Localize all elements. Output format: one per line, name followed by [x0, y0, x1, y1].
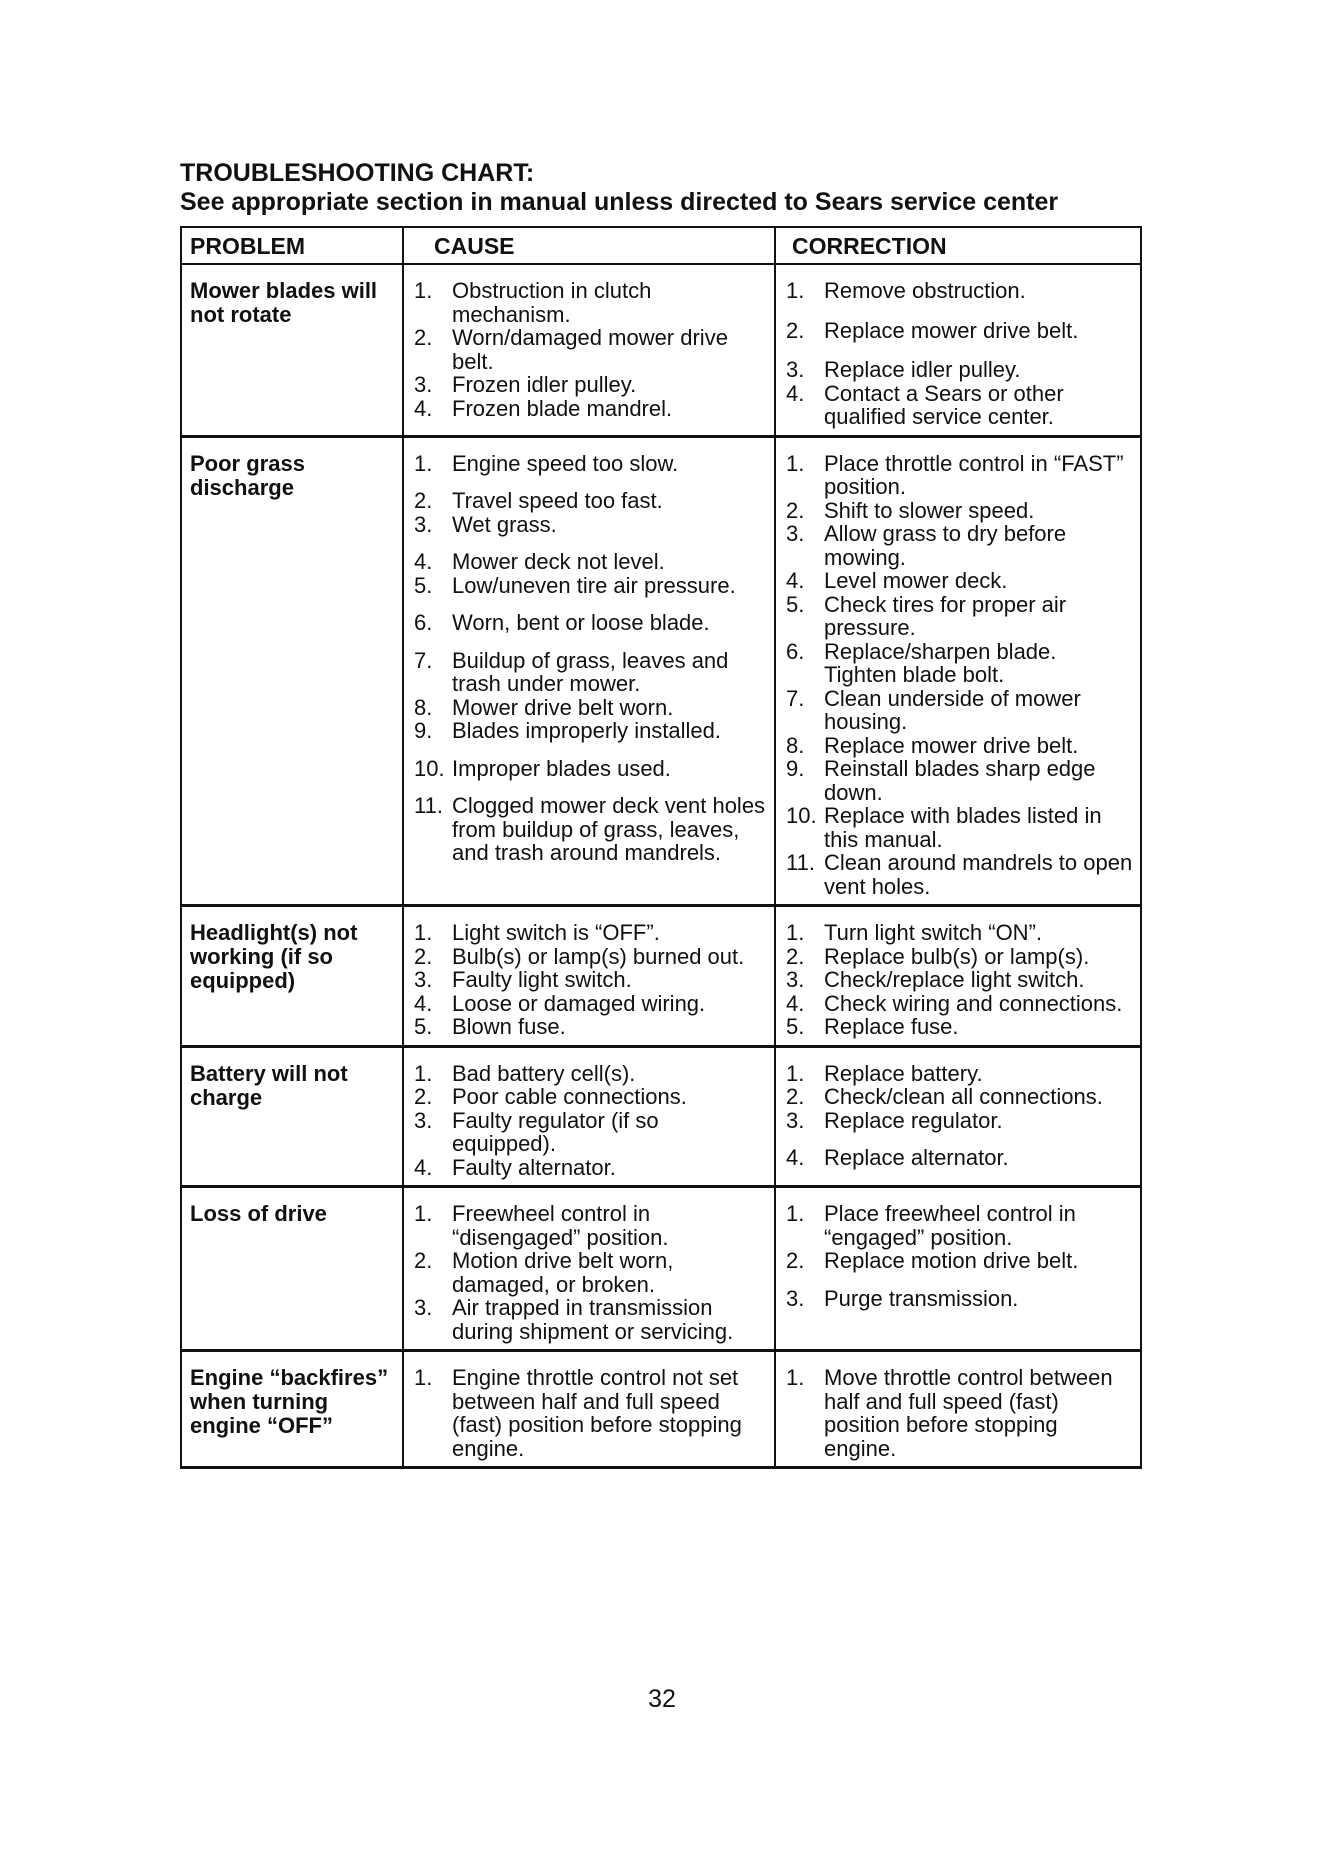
chart-title: TROUBLESHOOTING CHART: [180, 159, 535, 187]
correction-cell [775, 436, 1141, 906]
item-number: 6. [786, 638, 805, 664]
item-text: Engine throttle control not set between half and full speed (fast) position before stopping engine. [452, 1365, 742, 1461]
item-number: 1. [414, 450, 433, 476]
item-number: 2. [414, 1084, 433, 1109]
item-number: 1. [414, 1201, 433, 1226]
item-text: Engine speed too slow. [452, 450, 679, 476]
item-text: Replace bulb(s) or lamp(s). [824, 943, 1090, 969]
list-item [786, 1109, 1134, 1133]
list-item [414, 1015, 768, 1039]
cause-list [414, 279, 768, 420]
table-row [181, 1351, 1141, 1468]
list-item [414, 397, 768, 421]
item-text: Place freewheel control in “engaged” position. [824, 1201, 1076, 1250]
item-number: 4. [414, 990, 433, 1016]
list-item [414, 550, 768, 574]
problem-cell: Mower blades will not rotate [181, 264, 403, 436]
item-text: Motion drive belt worn, damaged, or broken. [452, 1248, 674, 1297]
correction-list [786, 1202, 1134, 1310]
item-text: Faulty alternator. [452, 1154, 616, 1180]
problem-cell: Poor grass discharge [181, 436, 403, 906]
item-number: 4. [414, 549, 433, 574]
item-text: Replace alternator. [824, 1145, 1009, 1170]
item-number: 3. [414, 1107, 433, 1133]
item-number: 7. [414, 647, 433, 673]
item-number: 2. [786, 1084, 805, 1109]
item-number: 1. [786, 920, 805, 945]
list-item [414, 1366, 768, 1460]
item-number: 2. [414, 943, 433, 969]
list-item [786, 921, 1134, 945]
list-item [414, 489, 768, 513]
cause-cell [403, 1351, 775, 1468]
list-item [414, 1109, 768, 1156]
item-number: 1. [414, 1365, 433, 1390]
list-item [414, 696, 768, 720]
item-number: 4. [414, 395, 433, 421]
list-item [414, 992, 768, 1016]
item-number: 3. [414, 511, 433, 537]
correction-cell [775, 264, 1141, 436]
list-item [414, 921, 768, 945]
item-number: 4. [786, 990, 805, 1016]
item-text: Frozen idler pulley. [452, 372, 637, 397]
item-number: 1. [786, 450, 805, 476]
item-text: Mower deck not level. [452, 549, 665, 574]
item-number: 8. [786, 732, 805, 758]
header-correction: CORRECTION [775, 227, 1141, 264]
item-text: Light switch is “OFF”. [452, 920, 660, 945]
item-number: 4. [414, 1154, 433, 1180]
correction-cell [775, 1187, 1141, 1351]
list-item [786, 687, 1134, 734]
item-text: Check/replace light switch. [824, 967, 1085, 992]
list-item [786, 319, 1134, 343]
item-text: Freewheel control in “disengaged” position. [452, 1201, 669, 1250]
item-text: Replace/sharpen blade. Tighten blade bolt. [824, 638, 1057, 687]
correction-cell [775, 906, 1141, 1047]
list-item [786, 734, 1134, 758]
item-number: 1. [414, 1060, 433, 1086]
item-text: Replace idler pulley. [824, 357, 1021, 382]
list-item [414, 1062, 768, 1086]
item-number: 2. [786, 943, 805, 969]
cause-list [414, 1202, 768, 1343]
item-text: Clogged mower deck vent holes from buildup of grass, leaves, and trash around mandrels. [452, 793, 766, 865]
item-number: 2. [414, 1248, 433, 1273]
item-text: Buildup of grass, leaves and trash under mower. [452, 647, 729, 696]
item-text: Remove obstruction. [824, 278, 1026, 303]
item-number: 2. [786, 1248, 805, 1273]
item-text: Replace mower drive belt. [824, 317, 1079, 343]
item-text: Replace battery. [824, 1060, 983, 1086]
item-number: 3. [786, 521, 805, 546]
item-text: Turn light switch “ON”. [824, 920, 1043, 945]
list-item [414, 574, 768, 598]
correction-list [786, 452, 1134, 899]
header-problem: PROBLEM [181, 227, 403, 264]
item-text: Air trapped in transmission during shipment or servicing. [452, 1295, 734, 1344]
problem-cell: Battery will not charge [181, 1046, 403, 1187]
item-text: Improper blades used. [452, 755, 671, 781]
item-text: Move throttle control between half and full speed (fast) position before stopping engine. [824, 1365, 1113, 1461]
list-item [414, 757, 768, 781]
list-item [786, 279, 1134, 303]
list-item [786, 358, 1134, 382]
page-number: 32 [648, 1685, 676, 1713]
table-header-row [181, 227, 1141, 264]
list-item [786, 569, 1134, 593]
item-number: 5. [786, 1014, 805, 1039]
list-item [414, 326, 768, 373]
list-item [414, 794, 768, 865]
cause-cell [403, 1187, 775, 1351]
cause-list [414, 1062, 768, 1180]
list-item [414, 1249, 768, 1296]
correction-list [786, 279, 1134, 429]
item-text: Reinstall blades sharp edge down. [824, 756, 1096, 805]
item-text: Shift to slower speed. [824, 497, 1035, 523]
item-number: 7. [786, 685, 805, 711]
item-text: Faulty regulator (if so equipped). [452, 1107, 659, 1156]
list-item [414, 719, 768, 743]
list-item [786, 1085, 1134, 1109]
list-item [786, 1146, 1134, 1170]
list-item [786, 1062, 1134, 1086]
item-text: Replace regulator. [824, 1107, 1003, 1133]
item-text: Check wiring and connections. [824, 990, 1123, 1016]
list-item [786, 499, 1134, 523]
item-text: Level mower deck. [824, 568, 1008, 593]
item-number: 5. [414, 572, 433, 598]
table-row [181, 1187, 1141, 1351]
table-row [181, 436, 1141, 906]
list-item [414, 968, 768, 992]
list-item [414, 452, 768, 476]
correction-list [786, 921, 1134, 1039]
list-item [414, 1156, 768, 1180]
item-number: 6. [414, 610, 433, 635]
list-item [786, 640, 1134, 687]
list-item [786, 851, 1134, 898]
item-text: Clean around mandrels to open vent holes. [824, 850, 1133, 899]
item-number: 11. [414, 793, 443, 818]
item-number: 10. [786, 803, 817, 828]
item-text: Wet grass. [452, 511, 557, 537]
item-text: Worn/damaged mower drive belt. [452, 325, 728, 374]
item-number: 8. [414, 694, 433, 720]
correction-list [786, 1062, 1134, 1170]
cause-cell [403, 1046, 775, 1187]
item-number: 2. [786, 497, 805, 523]
item-text: Place throttle control in “FAST” position. [824, 450, 1124, 499]
header-cause: CAUSE [403, 227, 775, 264]
item-number: 3. [786, 1285, 805, 1311]
cause-list [414, 452, 768, 865]
item-number: 3. [786, 967, 805, 992]
item-text: Frozen blade mandrel. [452, 395, 673, 421]
item-number: 9. [414, 718, 433, 743]
item-number: 1. [786, 278, 805, 303]
item-text: Contact a Sears or other qualified service center. [824, 380, 1064, 429]
item-number: 1. [786, 1201, 805, 1226]
item-text: Allow grass to dry before mowing. [824, 521, 1067, 570]
item-text: Low/uneven tire air pressure. [452, 572, 736, 598]
list-item [786, 992, 1134, 1016]
list-item [414, 649, 768, 696]
cause-cell [403, 906, 775, 1047]
list-item [786, 1249, 1134, 1273]
item-number: 2. [786, 317, 805, 343]
item-number: 1. [786, 1365, 805, 1390]
item-number: 4. [786, 380, 805, 406]
list-item [786, 968, 1134, 992]
item-text: Loose or damaged wiring. [452, 990, 706, 1016]
cause-cell [403, 264, 775, 436]
cause-list [414, 921, 768, 1039]
troubleshooting-table [180, 226, 1142, 1469]
list-item [786, 945, 1134, 969]
list-item [414, 611, 768, 635]
item-number: 3. [414, 372, 433, 397]
item-text: Replace motion drive belt. [824, 1248, 1079, 1273]
item-number: 3. [414, 967, 433, 992]
item-number: 10. [414, 755, 445, 781]
list-item [786, 382, 1134, 429]
item-number: 3. [786, 1107, 805, 1133]
item-number: 3. [414, 1295, 433, 1320]
list-item [414, 1202, 768, 1249]
item-text: Check/clean all connections. [824, 1084, 1103, 1109]
list-item [414, 279, 768, 326]
item-text: Bulb(s) or lamp(s) burned out. [452, 943, 745, 969]
cause-cell [403, 436, 775, 906]
item-text: Purge transmission. [824, 1285, 1019, 1311]
list-item [786, 593, 1134, 640]
item-text: Travel speed too fast. [452, 488, 663, 513]
list-item [786, 452, 1134, 499]
item-number: 4. [786, 1145, 805, 1170]
cause-list [414, 1366, 768, 1460]
item-text: Replace fuse. [824, 1014, 959, 1039]
list-item [786, 1202, 1134, 1249]
item-text: Replace mower drive belt. [824, 732, 1079, 758]
list-item [786, 1015, 1134, 1039]
problem-cell: Loss of drive [181, 1187, 403, 1351]
list-item [786, 522, 1134, 569]
table-row [181, 264, 1141, 436]
item-number: 5. [414, 1014, 433, 1039]
list-item [414, 1296, 768, 1343]
correction-list [786, 1366, 1134, 1460]
item-text: Poor cable connections. [452, 1084, 687, 1109]
table-row [181, 1046, 1141, 1187]
item-number: 9. [786, 756, 805, 781]
list-item [414, 513, 768, 537]
list-item [786, 1366, 1134, 1460]
item-number: 11. [786, 850, 815, 875]
list-item [414, 945, 768, 969]
item-text: Blades improperly installed. [452, 718, 722, 743]
item-number: 1. [786, 1060, 805, 1086]
list-item [414, 1085, 768, 1109]
table-row [181, 906, 1141, 1047]
problem-cell: Headlight(s) not working (if so equipped) [181, 906, 403, 1047]
item-text: Faulty light switch. [452, 967, 632, 992]
item-text: Worn, bent or loose blade. [452, 610, 710, 635]
item-number: 5. [786, 591, 805, 617]
item-text: Clean underside of mower housing. [824, 685, 1081, 734]
list-item [786, 757, 1134, 804]
item-number: 1. [414, 278, 433, 303]
list-item [414, 373, 768, 397]
problem-cell: Engine “backfires” when turning engine “OFF” [181, 1351, 403, 1468]
item-text: Bad battery cell(s). [452, 1060, 636, 1086]
item-text: Replace with blades listed in this manual. [824, 803, 1102, 852]
item-text: Obstruction in clutch mechanism. [452, 278, 652, 327]
chart-subtitle: See appropriate section in manual unless directed to Sears service center [180, 188, 1059, 216]
correction-cell [775, 1046, 1141, 1187]
item-text: Mower drive belt worn. [452, 694, 674, 720]
item-number: 1. [414, 920, 433, 945]
item-number: 4. [786, 568, 805, 593]
item-text: Check tires for proper air pressure. [824, 591, 1067, 640]
item-text: Blown fuse. [452, 1014, 566, 1039]
correction-cell [775, 1351, 1141, 1468]
item-number: 2. [414, 325, 433, 350]
list-item [786, 1287, 1134, 1311]
list-item [786, 804, 1134, 851]
item-number: 3. [786, 357, 805, 382]
item-number: 2. [414, 488, 433, 513]
